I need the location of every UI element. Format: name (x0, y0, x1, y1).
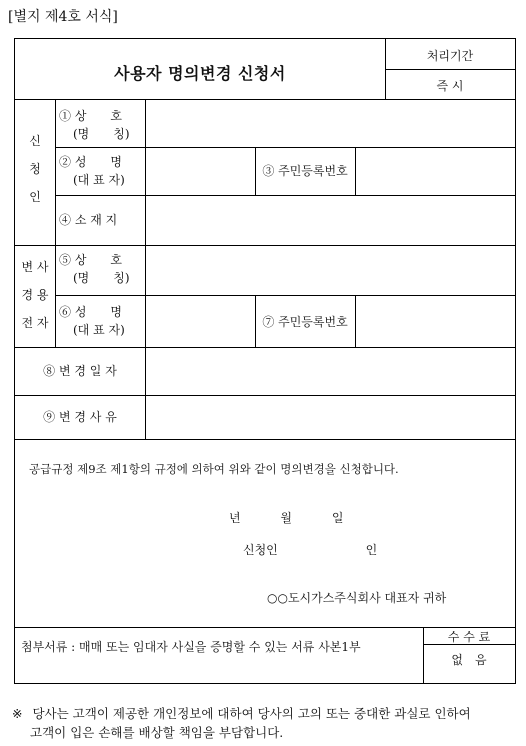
change-date-field[interactable] (146, 348, 515, 394)
notice-mark: ※ (12, 706, 23, 721)
post-user-representative-field[interactable] (146, 296, 254, 346)
recipient-line: ○○도시가스주식회사 대표자 귀하 (267, 591, 447, 605)
seal-mark: 인 (365, 543, 378, 557)
signer-line (243, 541, 377, 559)
applicant-representative-label: ② 성 명 (대 표 자) (59, 155, 125, 187)
date-line (229, 509, 343, 527)
applicant-name-field[interactable] (146, 100, 515, 146)
fee-label: 수 수 료 (447, 630, 491, 644)
notice-line-2: 고객이 입은 손해를 배상할 책임을 부담합니다. (30, 725, 284, 740)
applicant-id-label: ③ 주민등록번호 (262, 164, 348, 178)
applicant-address-label: ④ 소 재 지 (59, 213, 118, 227)
privacy-notice (12, 704, 520, 742)
change-date-label: ⑧ 변 경 일 자 (43, 364, 117, 378)
processing-period-value: 즉 시 (436, 79, 464, 93)
notice-line-1: 당사는 고객이 제공한 개인정보에 대하여 당사의 고의 또는 중대한 과실로 인하여 (32, 706, 471, 721)
applicant-representative-field[interactable] (146, 148, 254, 194)
post-user-id-label: ⑦ 주민등록번호 (262, 315, 348, 329)
applicant-id-field[interactable] (356, 148, 515, 194)
applicant-section-label: 신 청 인 (29, 134, 41, 204)
month-label: 월 (280, 511, 293, 525)
change-reason-label: ⑨ 변 경 사 유 (43, 410, 117, 424)
post-change-user-section-label: 변 사 경 용 전 자 (21, 260, 49, 330)
applicant-address-field[interactable] (146, 196, 515, 244)
year-label: 년 (229, 511, 241, 525)
application-statement: 공급규정 제9조 제1항의 규정에 의하여 위와 같이 명의변경을 신청합니다. (29, 462, 399, 476)
post-user-id-field[interactable] (356, 296, 515, 346)
post-user-representative-label: ⑥ 성 명 (대 표 자) (59, 305, 125, 337)
day-label: 일 (331, 511, 344, 525)
post-user-name-label: ⑤ 상 호 (명 칭) (59, 253, 130, 285)
applicant-name-label: ① 상 호 (명 칭) (59, 109, 130, 141)
form-title: 사용자 명의변경 신청서 (114, 64, 286, 83)
processing-period-label: 처리기간 (426, 49, 474, 63)
divider (15, 439, 515, 440)
signer-label: 신청인 (243, 543, 278, 557)
change-reason-field[interactable] (146, 396, 515, 438)
divider (385, 69, 515, 70)
fee-value: 없 음 (451, 653, 487, 667)
attachments-note: 첨부서류 : 매매 또는 임대자 사실을 증명할 수 있는 서류 사본1부 (21, 640, 361, 654)
application-form (14, 38, 516, 684)
post-user-name-field[interactable] (146, 246, 515, 294)
divider (55, 99, 56, 347)
form-number-tag: [별지 제4호 서식] (8, 9, 118, 25)
